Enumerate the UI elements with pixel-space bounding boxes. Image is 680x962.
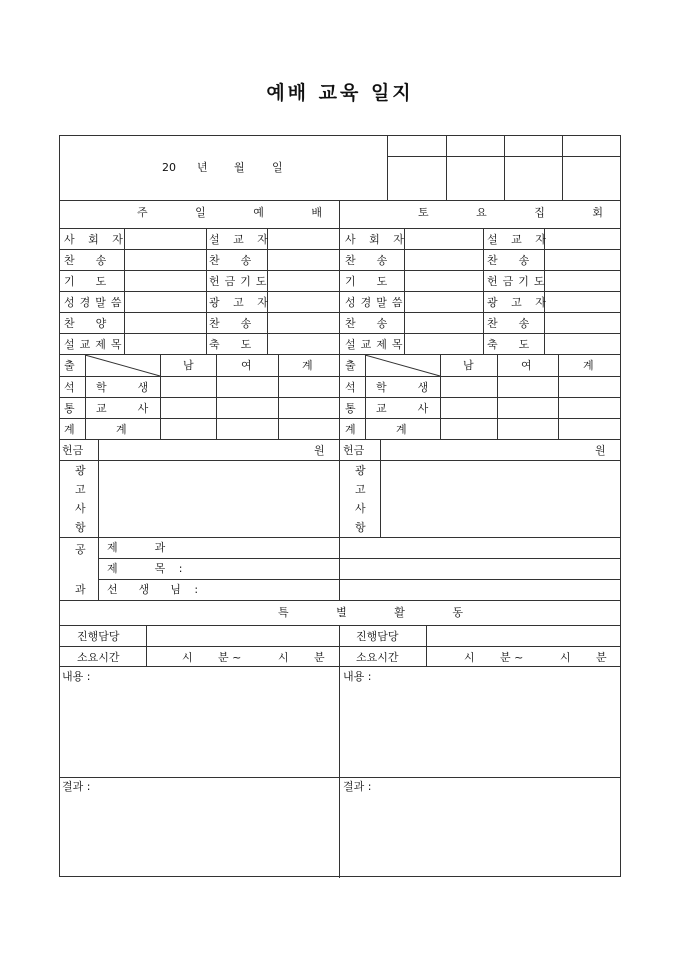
sunday-role-left: 기 도 [64, 275, 112, 288]
attendance-col-header: 계 [302, 359, 313, 372]
lesson-side-char: 과 [75, 583, 86, 596]
attendance-col-header: 계 [583, 359, 594, 372]
attendance-side-char: 통 [345, 402, 356, 415]
time-hour2-right: 시 [560, 651, 571, 664]
date-month: 월 [234, 161, 245, 174]
time-min-right: 분 ~ [500, 651, 524, 664]
attendance-side-char: 석 [345, 381, 356, 394]
attendance-col-header: 여 [521, 359, 532, 372]
saturday-role-left: 성경말씀 [345, 296, 408, 309]
saturday-role-right: 찬 송 [487, 317, 535, 330]
content-label-left: 내용 : [62, 670, 91, 683]
attendance-side-char: 석 [64, 381, 75, 394]
notices-char: 항 [355, 521, 366, 534]
attendance-col-header: 남 [183, 359, 194, 372]
lesson-side-char: 공 [75, 543, 86, 556]
offering-unit-right: 원 [595, 444, 606, 457]
leader-label-left: 진행담당 [77, 630, 120, 643]
attendance-side-char: 출 [345, 359, 356, 372]
time-label-left: 소요시간 [77, 651, 120, 664]
saturday-role-left: 사 회 자 [345, 233, 409, 246]
attendance-row-label: 교 사 [376, 402, 439, 415]
sunday-role-right: 축 도 [209, 338, 257, 351]
lesson-chapter-label: 제 과 [107, 541, 171, 554]
attendance-side-char: 출 [64, 359, 75, 372]
notices-char: 사 [355, 502, 366, 515]
notices-char: 광 [355, 464, 366, 477]
saturday-role-left: 기 도 [345, 275, 393, 288]
sunday-role-right: 헌금기도 [209, 275, 272, 288]
sunday-role-left: 설교제목 [64, 338, 127, 351]
saturday-role-right: 광 고 자 [487, 296, 551, 309]
sunday-role-right: 찬 송 [209, 317, 257, 330]
sunday-role-left: 사 회 자 [64, 233, 128, 246]
notices-char: 사 [75, 502, 86, 515]
date-day: 일 [272, 161, 283, 174]
attendance-side-char: 통 [64, 402, 75, 415]
saturday-header: 토 요 집 회 [418, 206, 625, 219]
attendance-row-label: 학 생 [96, 381, 159, 394]
time-min2-left: 분 [314, 651, 325, 664]
sunday-role-right: 광 고 자 [209, 296, 273, 309]
saturday-role-right: 축 도 [487, 338, 535, 351]
sunday-header: 주 일 예 배 [137, 206, 344, 219]
saturday-role-left: 찬 송 [345, 317, 393, 330]
result-label-right: 결과 : [343, 780, 372, 793]
offering-label-left: 헌금 [62, 444, 84, 457]
time-hour-right: 시 [464, 651, 475, 664]
time-min-left: 분 ~ [218, 651, 242, 664]
attendance-col-header: 남 [463, 359, 474, 372]
offering-unit-left: 원 [314, 444, 325, 457]
sunday-role-right: 설 교 자 [209, 233, 273, 246]
special-header: 특 별 활 동 [278, 606, 485, 619]
time-min2-right: 분 [596, 651, 607, 664]
page-title: 예배 교육 일지 [266, 82, 414, 104]
result-label-left: 결과 : [62, 780, 91, 793]
notices-char: 항 [75, 521, 86, 534]
attendance-side-char: 계 [64, 423, 75, 436]
time-label-right: 소요시간 [356, 651, 399, 664]
notices-char: 고 [355, 483, 366, 496]
date-prefix: 20 [162, 161, 176, 174]
attendance-row-label: 계 [396, 423, 417, 436]
saturday-role-right: 설 교 자 [487, 233, 551, 246]
lesson-teacher-label: 선 생 님 : [107, 583, 204, 596]
attendance-row-label: 학 생 [376, 381, 439, 394]
notices-char: 광 [75, 464, 86, 477]
saturday-role-right: 헌금기도 [487, 275, 550, 288]
sunday-role-left: 성경말씀 [64, 296, 127, 309]
attendance-row-label: 계 [116, 423, 137, 436]
saturday-role-left: 찬 송 [345, 254, 393, 267]
attendance-side-char: 계 [345, 423, 356, 436]
notices-char: 고 [75, 483, 86, 496]
time-hour-left: 시 [182, 651, 193, 664]
saturday-role-left: 설교제목 [345, 338, 408, 351]
time-hour2-left: 시 [278, 651, 289, 664]
sunday-role-right: 찬 송 [209, 254, 257, 267]
saturday-role-right: 찬 송 [487, 254, 535, 267]
attendance-row-label: 교 사 [96, 402, 159, 415]
attendance-col-header: 여 [241, 359, 252, 372]
date-year: 년 [197, 161, 208, 174]
sunday-role-left: 찬 양 [64, 317, 112, 330]
sunday-role-left: 찬 송 [64, 254, 112, 267]
content-label-right: 내용 : [343, 670, 372, 683]
offering-label-right: 헌금 [343, 444, 365, 457]
leader-label-right: 진행담당 [356, 630, 399, 643]
lesson-subject-label: 제 목 : [107, 562, 188, 575]
